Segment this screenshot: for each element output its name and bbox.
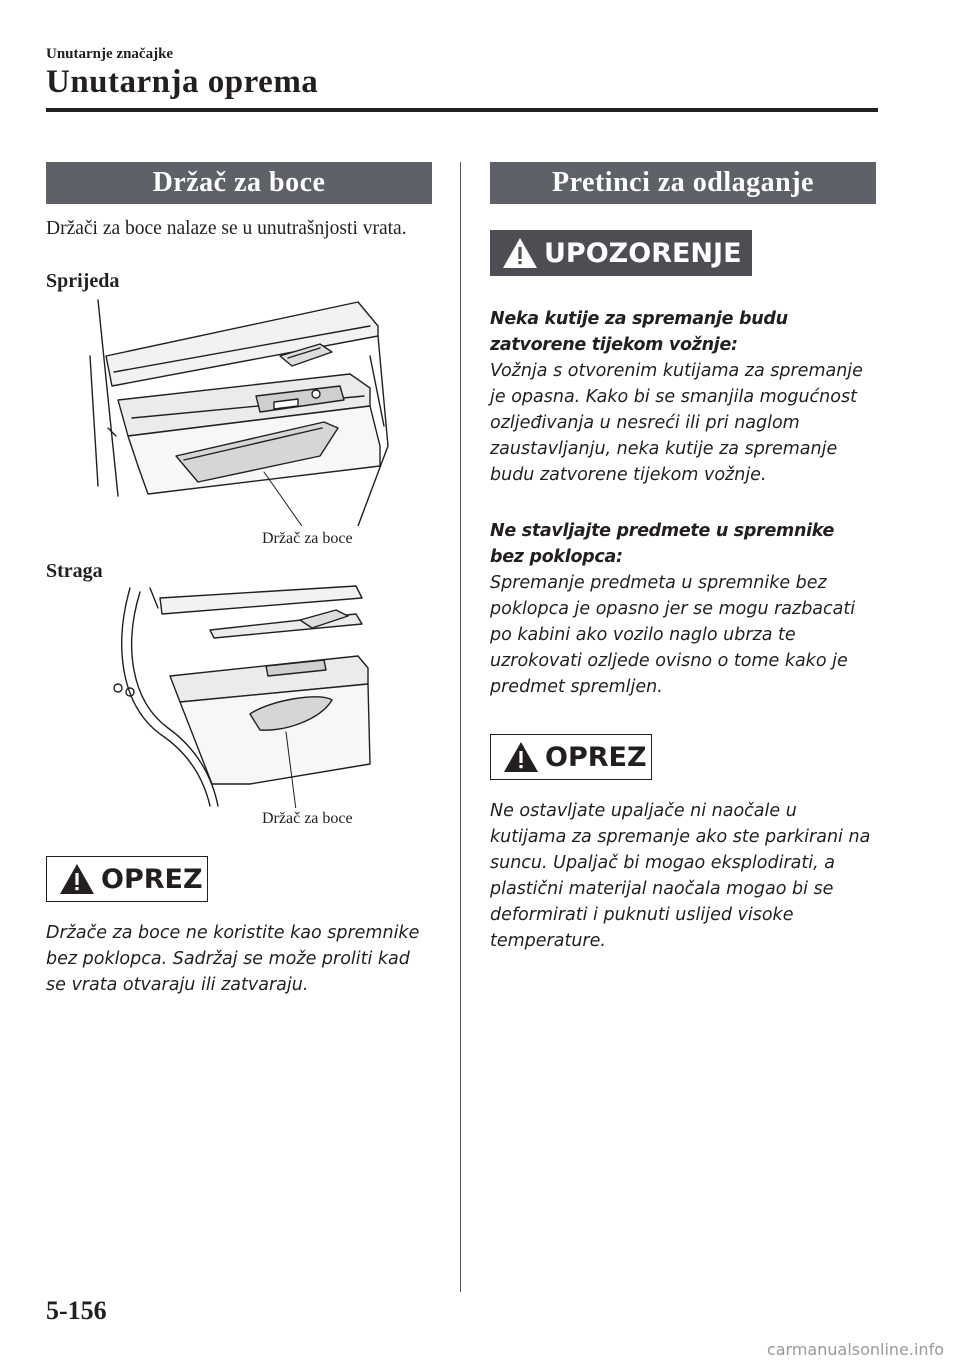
bottle-holder-heading: Držač za boce xyxy=(46,162,432,204)
warning-badge xyxy=(490,230,752,276)
caution-label: OPREZ xyxy=(101,863,203,895)
rear-caption: Držač za boce xyxy=(262,810,353,827)
section-label: Unutarnje značajke xyxy=(46,46,174,62)
caution-badge-right xyxy=(490,734,652,780)
page-title: Unutarnja oprema xyxy=(46,64,319,100)
front-caption: Držač za boce xyxy=(262,530,353,547)
warning-item-2-title: Ne stavljajte predmete u spremnike bez poklopca: xyxy=(490,521,835,567)
rear-door-illustration xyxy=(100,584,380,808)
storage-heading: Pretinci za odlaganje xyxy=(490,162,876,204)
page-number: 5-156 xyxy=(46,1296,107,1325)
caution-label: OPREZ xyxy=(545,741,647,773)
column-divider xyxy=(460,162,461,1292)
front-label: Sprijeda xyxy=(46,270,120,292)
warning-triangle-icon xyxy=(501,739,541,775)
warning-item-1-text: Vožnja s otvorenim kutijama za spremanje je opasna. Kako bi se smanjila mogućnost ozljeđivanja u nesreći ili pri naglom zaustavljanju, neka kutije za spremanje budu zatvorene tijekom vožnje. xyxy=(490,361,863,485)
warning-item-1-title: Neka kutije za spremanje budu zatvorene tijekom vožnje: xyxy=(490,309,788,355)
warning-triangle-icon xyxy=(500,235,540,271)
warning-item-2-text: Spremanje predmeta u spremnike bez poklopca je opasno jer se mogu razbacati po kabini ako vozilo naglo ubrza te uzrokovati ozljede ovisno o tome kako je predmet spremljen. xyxy=(490,573,856,697)
warning-label: UPOZORENJE xyxy=(544,237,742,269)
header-rule xyxy=(46,108,878,112)
bottle-holder-intro: Držači za boce nalaze se u unutrašnjosti vrata. xyxy=(46,218,407,239)
rear-label: Straga xyxy=(46,560,103,582)
warning-triangle-icon xyxy=(57,861,97,897)
caution-text-right: Ne ostavljate upaljače ni naočale u kutijama za spremanje ako ste parkirani na suncu. Upaljač bi mogao eksplodirati, a plastični materijal naočala mogao bi se deformirati i puknuti uslijed visoke temperature. xyxy=(490,801,871,951)
caution-badge-left xyxy=(46,856,208,902)
watermark: carmanualsonline.info xyxy=(766,1340,944,1359)
front-door-illustration xyxy=(88,296,398,526)
caution-text-left: Držače za boce ne koristite kao spremnike bez poklopca. Sadržaj se može proliti kad se vrata otvaraju ili zatvaraju. xyxy=(46,923,420,995)
